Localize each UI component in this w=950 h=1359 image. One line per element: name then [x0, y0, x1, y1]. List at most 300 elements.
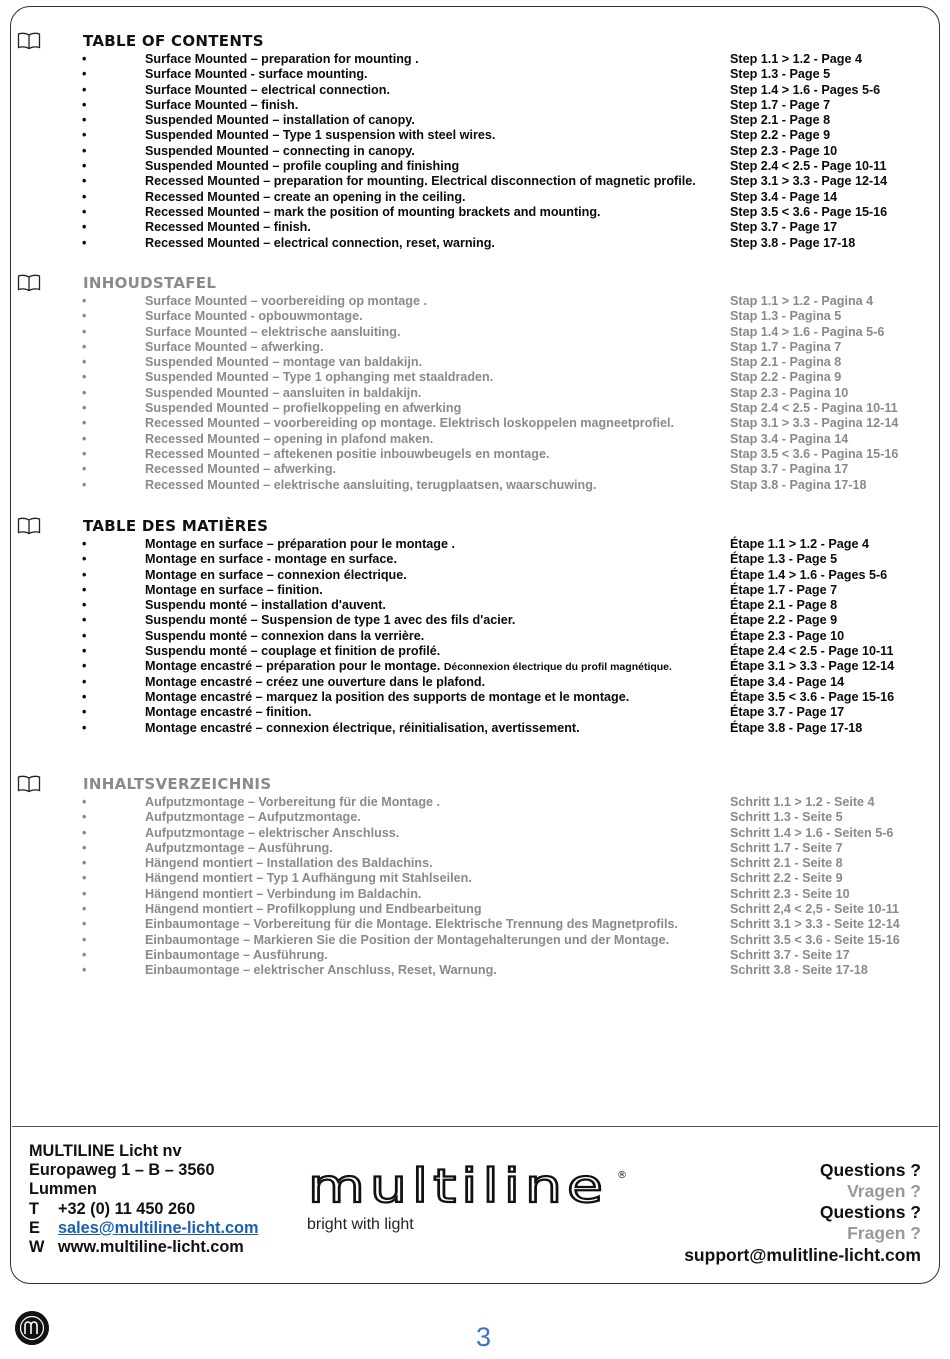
- toc-entry-step: Schritt 2.2 - Seite 9: [730, 871, 843, 886]
- toc-entry-description: [145, 583, 323, 597]
- toc-entry-step: Schritt 2,4 < 2,5 - Seite 10-11: [730, 902, 900, 917]
- toc-entry-description: [145, 294, 427, 308]
- bullet: •: [82, 689, 87, 704]
- toc-entry: [0, 355, 950, 370]
- toc-entry: [0, 705, 950, 720]
- toc-entry: [0, 67, 950, 82]
- toc-entry-text: Recessed Mounted – opening in plafond maken.: [145, 431, 434, 446]
- questions-en: Questions ?: [819, 1160, 921, 1180]
- web-row: [29, 1238, 258, 1257]
- toc-entry-text: Hängend montiert – Verbindung im Baldachin.: [145, 886, 422, 901]
- toc-entry: [0, 113, 950, 128]
- toc-entry-text: Surface Mounted – voorbereiding op montage .: [145, 294, 427, 308]
- toc-entry-description: [145, 340, 323, 354]
- toc-entry-step: Step 3.8 - Page 17-18: [730, 235, 856, 250]
- company-info: [29, 1142, 258, 1257]
- section-header: [0, 517, 950, 537]
- toc-entry: [0, 83, 950, 98]
- toc-entry-text: Surface Mounted – afwerking.: [145, 339, 324, 354]
- toc-entry-description: [145, 416, 674, 430]
- section-header: [0, 32, 950, 52]
- toc-entry-description: [145, 887, 421, 901]
- toc-entry: [0, 386, 950, 401]
- toc-entry-description: [145, 675, 485, 689]
- bullet: •: [82, 932, 87, 947]
- bullet: •: [82, 82, 87, 97]
- toc-entry: [0, 432, 950, 447]
- questions-nl: Vragen ?: [847, 1181, 921, 1201]
- toc-entry-step: Stap 3.8 - Pagina 17-18: [730, 477, 867, 492]
- toc-entry-step: Stap 2.4 < 2.5 - Pagina 10-11: [730, 401, 898, 416]
- toc-entry: [0, 552, 950, 567]
- toc-entry: [0, 659, 950, 674]
- toc-entry: [0, 933, 950, 948]
- toc-entry-step: Stap 2.1 - Pagina 8: [730, 355, 842, 370]
- toc-entry-step: Étape 2.2 - Page 9: [730, 613, 838, 628]
- toc-entry-text: Recessed Mounted – preparation for mounting. Electrical disconnection of magnetic profile.: [145, 174, 696, 189]
- toc-entry-text: Suspended Mounted – aansluiten in baldakijn.: [145, 385, 422, 400]
- bullet: •: [82, 401, 87, 416]
- bullet: •: [82, 128, 87, 143]
- questions-fr: Questions ?: [819, 1202, 921, 1222]
- toc-entry-description: [145, 902, 482, 916]
- email-label: E: [29, 1218, 40, 1237]
- open-book-icon: [17, 274, 41, 292]
- toc-entry-description: [145, 917, 678, 931]
- toc-entry-description: [145, 174, 696, 188]
- toc-entry-text: Surface Mounted – finish.: [145, 97, 299, 112]
- toc-entry-text: Suspendu monté – connexion dans la verrière.: [145, 628, 425, 643]
- toc-entry: [0, 675, 950, 690]
- toc-entry: [0, 629, 950, 644]
- toc-entry-text: Hängend montiert – Profilkopplung und Endbearbeitung: [145, 902, 482, 917]
- address-city: Lummen: [29, 1180, 97, 1199]
- bullet: •: [82, 385, 87, 400]
- bullet: •: [82, 659, 87, 674]
- toc-entry: [0, 583, 950, 598]
- toc-entry: [0, 568, 950, 583]
- page-number: 3: [476, 1322, 492, 1352]
- bullet: •: [82, 174, 87, 189]
- toc-entry-description: [145, 190, 466, 204]
- toc-entry: [0, 144, 950, 159]
- toc-entry: [0, 325, 950, 340]
- multiline-m-badge-icon: [15, 1311, 49, 1345]
- website: www.multiline-licht.com: [58, 1238, 244, 1257]
- toc-entry-description: [145, 128, 495, 142]
- multiline-logo: [308, 1164, 628, 1214]
- toc-entry: [0, 537, 950, 552]
- phone-number: +32 (0) 11 450 260: [58, 1199, 196, 1218]
- bullet: •: [82, 613, 87, 628]
- toc-entry-text: Suspendu monté – couplage et finition de profilé.: [145, 644, 441, 659]
- toc-entry-description: [145, 98, 298, 112]
- toc-entry: [0, 841, 950, 856]
- toc-entry-text: Einbaumontage – Markieren Sie die Position der Montagehalterungen und der Montage.: [145, 932, 670, 947]
- toc-entry-text: Montage en surface – finition.: [145, 582, 323, 597]
- toc-entry-step: Étape 1.7 - Page 7: [730, 582, 838, 597]
- toc-entry-text: Suspended Mounted – Type 1 ophanging met staaldraden.: [145, 370, 494, 385]
- bullet: •: [82, 582, 87, 597]
- toc-entry-text: Montage encastré – connexion électrique, réinitialisation, avertissement.: [145, 720, 580, 735]
- toc-entry-description: [145, 690, 629, 704]
- bullet: •: [82, 886, 87, 901]
- toc-entry-text: Surface Mounted - surface mounting.: [145, 67, 368, 82]
- bullet: •: [82, 294, 87, 308]
- toc-entry-text: Montage encastré – marquez la position des supports de montage et le montage.: [145, 689, 630, 704]
- toc-entry-step: Schritt 3.5 < 3.6 - Seite 15-16: [730, 932, 900, 947]
- bullet: •: [82, 963, 87, 978]
- toc-entry-step: Step 3.5 < 3.6 - Page 15-16: [730, 204, 888, 219]
- toc-entry: [0, 340, 950, 355]
- toc-entry-step: Stap 3.5 < 3.6 - Pagina 15-16: [730, 446, 899, 461]
- toc-entry-description: [145, 856, 433, 870]
- open-book-icon: [17, 32, 41, 50]
- bullet: •: [82, 220, 87, 235]
- toc-entry-text: Suspended Mounted – Type 1 suspension with steel wires.: [145, 128, 496, 143]
- toc-entry-step: Étape 3.4 - Page 14: [730, 674, 845, 689]
- bullet: •: [82, 235, 87, 250]
- bullet: •: [82, 552, 87, 567]
- toc-entry-step: Schritt 3.1 > 3.3 - Seite 12-14: [730, 917, 900, 932]
- toc-entry: [0, 309, 950, 324]
- toc-entry-text: Hängend montiert – Typ 1 Aufhängung mit Stahlseilen.: [145, 871, 472, 886]
- toc-entry: [0, 856, 950, 871]
- toc-entry-description: [145, 401, 461, 415]
- registered-mark: ®: [617, 1170, 627, 1181]
- toc-entry: [0, 294, 950, 309]
- questions-block: [684, 1160, 921, 1266]
- toc-entry-text: Einbaumontage – Ausführung.: [145, 947, 328, 962]
- bullet: •: [82, 902, 87, 917]
- toc-entry-description: [145, 629, 424, 643]
- toc-section: [0, 775, 950, 979]
- toc-entry-description: [145, 67, 368, 81]
- toc-entry-step: Step 1.1 > 1.2 - Page 4: [730, 52, 862, 66]
- toc-entry-step: Step 2.2 - Page 9: [730, 128, 831, 143]
- toc-entry-text: Montage encastré – finition.: [145, 705, 312, 720]
- toc-entry-description: [145, 841, 333, 855]
- toc-entry: [0, 963, 950, 978]
- toc-entry-text: Montage en surface - montage en surface.: [145, 552, 397, 567]
- section-header: [0, 274, 950, 294]
- bullet: •: [82, 644, 87, 659]
- bullet: •: [82, 705, 87, 720]
- toc-entry-text: Surface Mounted – elektrische aansluiting.: [145, 324, 401, 339]
- toc-entry: [0, 128, 950, 143]
- bullet: •: [82, 795, 87, 809]
- toc-entry-text: Montage encastré – préparation pour le montage.: [145, 659, 441, 674]
- toc-entry-step: Schritt 3.8 - Seite 17-18: [730, 963, 868, 978]
- toc-entry: [0, 690, 950, 705]
- bullet: •: [82, 189, 87, 204]
- bullet: •: [82, 674, 87, 689]
- toc-entry: [0, 917, 950, 932]
- toc-entry-text: Suspended Mounted – profile coupling and finishing: [145, 159, 460, 174]
- toc-entry-step: Étape 2.1 - Page 8: [730, 598, 838, 613]
- toc-entry-text: Aufputzmontage – Ausführung.: [145, 840, 333, 855]
- toc-section: [0, 274, 950, 493]
- bullet: •: [82, 113, 87, 128]
- toc-entry-description: [145, 236, 495, 250]
- bullet: •: [82, 370, 87, 385]
- toc-entry-description: [145, 598, 386, 612]
- logo-tagline: bright with light: [307, 1216, 414, 1233]
- bullet: •: [82, 947, 87, 962]
- toc-entry-description: [145, 478, 596, 492]
- toc-entry: [0, 598, 950, 613]
- email-row: [29, 1219, 258, 1238]
- toc-entry: [0, 478, 950, 493]
- section-title: TABLE DES MATIÈRES: [83, 517, 269, 535]
- toc-entry-step: Stap 1.4 > 1.6 - Pagina 5-6: [730, 324, 885, 339]
- toc-section: [0, 517, 950, 736]
- toc-entry-description: [145, 705, 312, 719]
- toc-entry-text: Suspendu monté – Suspension de type 1 avec des fils d'acier.: [145, 613, 516, 628]
- section-header: [0, 775, 950, 795]
- phone-label: T: [29, 1199, 39, 1218]
- toc-entry-step: Stap 1.1 > 1.2 - Pagina 4: [730, 294, 874, 308]
- bullet: •: [82, 143, 87, 158]
- toc-entry-step: Step 2.3 - Page 10: [730, 143, 838, 158]
- toc-entry-text: Montage encastré – créez une ouverture dans le plafond.: [145, 674, 486, 689]
- toc-entry-description: [145, 83, 390, 97]
- toc-entry-step: Schritt 1.7 - Seite 7: [730, 840, 843, 855]
- toc-entry: [0, 613, 950, 628]
- toc-entry-description: [145, 113, 415, 127]
- toc-list: [0, 294, 950, 493]
- toc-entry-description: [145, 963, 497, 977]
- toc-entry-step: Step 3.1 > 3.3 - Page 12-14: [730, 174, 888, 189]
- bullet: •: [82, 446, 87, 461]
- toc-entry-text: Suspended Mounted – profielkoppeling en afwerking: [145, 401, 462, 416]
- toc-entry-text: Hängend montiert – Installation des Baldachins.: [145, 856, 433, 871]
- toc-entry-text: Suspendu monté – installation d'auvent.: [145, 598, 386, 613]
- bullet: •: [82, 67, 87, 82]
- toc-list: [0, 795, 950, 979]
- bullet: •: [82, 537, 87, 551]
- toc-entry: [0, 205, 950, 220]
- bullet: •: [82, 97, 87, 112]
- bullet: •: [82, 871, 87, 886]
- toc-entry: [0, 190, 950, 205]
- section-title: INHALTSVERZEICHNIS: [83, 775, 272, 793]
- toc-entry-description: [145, 659, 672, 673]
- bullet: •: [82, 840, 87, 855]
- bullet: •: [82, 856, 87, 871]
- web-label: W: [29, 1238, 45, 1257]
- toc-entry-step: Étape 1.4 > 1.6 - Pages 5-6: [730, 567, 888, 582]
- toc-entry-description: [145, 537, 455, 551]
- bullet: •: [82, 825, 87, 840]
- toc-entry: [0, 902, 950, 917]
- toc-entry-text: Recessed Mounted – aftekenen positie inbouwbeugels en montage.: [145, 446, 550, 461]
- toc-entry-description: [145, 826, 399, 840]
- toc-entry-step: Stap 1.7 - Pagina 7: [730, 339, 842, 354]
- bullet: •: [82, 339, 87, 354]
- toc-entry-text: Recessed Mounted – finish.: [145, 220, 311, 235]
- toc-entry-step: Schritt 2.1 - Seite 8: [730, 856, 843, 871]
- toc-entry-text: Montage en surface – préparation pour le montage .: [145, 537, 456, 551]
- toc-entry-description: [145, 144, 415, 158]
- phone-row: [29, 1200, 258, 1219]
- toc-entry-description: [145, 52, 419, 66]
- toc-entry-text: Einbaumontage – elektrischer Anschluss, Reset, Warnung.: [145, 963, 497, 978]
- toc-entry-description: [145, 644, 440, 658]
- toc-list: [0, 537, 950, 736]
- toc-entry-step: Stap 2.3 - Pagina 10: [730, 385, 849, 400]
- toc-entry-description: [145, 370, 493, 384]
- bullet: •: [82, 917, 87, 932]
- toc-entry-text: Recessed Mounted – electrical connection, reset, warning.: [145, 235, 495, 250]
- toc-entry-description: [145, 159, 459, 173]
- bullet: •: [82, 309, 87, 324]
- toc-entry-step: Step 2.1 - Page 8: [730, 113, 831, 128]
- toc-entry: [0, 370, 950, 385]
- toc-entry: [0, 159, 950, 174]
- toc-entry-step: Schritt 1.3 - Seite 5: [730, 810, 843, 825]
- toc-entry-text: Suspended Mounted – installation of canopy.: [145, 113, 415, 128]
- toc-entry-description: [145, 447, 549, 461]
- toc-entry-subtext: Déconnexion électrique du profil magnétique.: [443, 661, 672, 674]
- toc-entry-description: [145, 325, 400, 339]
- toc-entry-description: [145, 933, 669, 947]
- toc-entry: [0, 447, 950, 462]
- toc-entry-text: Surface Mounted - opbouwmontage.: [145, 309, 363, 324]
- toc-entry-text: Aufputzmontage – Vorbereitung für die Montage .: [145, 795, 441, 809]
- toc-entry-text: Recessed Mounted – mark the position of mounting brackets and mounting.: [145, 204, 601, 219]
- toc-entry-step: Stap 3.1 > 3.3 - Pagina 12-14: [730, 416, 899, 431]
- toc-entry-description: [145, 552, 397, 566]
- toc-entry: [0, 948, 950, 963]
- toc-entry-text: Recessed Mounted – elektrische aansluiting, terugplaatsen, waarschuwing.: [145, 477, 597, 492]
- toc-entry-text: Suspended Mounted – montage van baldakijn.: [145, 355, 423, 370]
- toc-entry-step: Étape 1.1 > 1.2 - Page 4: [730, 537, 869, 551]
- toc-entry-description: [145, 613, 515, 627]
- toc-entry-step: Step 3.7 - Page 17: [730, 220, 838, 235]
- toc-entry-step: Step 1.3 - Page 5: [730, 67, 831, 82]
- toc-entry-step: Schritt 3.7 - Seite 17: [730, 947, 850, 962]
- bullet: •: [82, 324, 87, 339]
- toc-entry-step: Étape 2.4 < 2.5 - Page 10-11: [730, 644, 894, 659]
- toc-entry-description: [145, 355, 422, 369]
- support-email[interactable]: support@mulitline-licht.com: [684, 1245, 921, 1265]
- toc-entry-step: Stap 2.2 - Pagina 9: [730, 370, 842, 385]
- bullet: •: [82, 159, 87, 174]
- toc-entry-text: Montage en surface – connexion électrique.: [145, 567, 407, 582]
- toc-entry-step: Étape 3.5 < 3.6 - Page 15-16: [730, 689, 895, 704]
- toc-entry-description: [145, 721, 580, 735]
- toc-entry-description: [145, 432, 433, 446]
- toc-entry-step: Stap 3.4 - Pagina 14: [730, 431, 849, 446]
- toc-entry-text: Surface Mounted – electrical connection.: [145, 82, 390, 97]
- section-title: INHOUDSTAFEL: [83, 274, 217, 292]
- toc-entry-description: [145, 810, 361, 824]
- bullet: •: [82, 567, 87, 582]
- toc-list: [0, 52, 950, 251]
- bullet: •: [82, 598, 87, 613]
- toc-entry: [0, 236, 950, 251]
- toc-entry: [0, 826, 950, 841]
- toc-entry: [0, 220, 950, 235]
- toc-entry-step: Schritt 2.3 - Seite 10: [730, 886, 850, 901]
- toc-entry-step: Étape 2.3 - Page 10: [730, 628, 845, 643]
- toc-section: [0, 32, 950, 251]
- toc-entry-description: [145, 386, 421, 400]
- toc-entry-step: Stap 3.7 - Pagina 17: [730, 462, 849, 477]
- toc-entry-text: Aufputzmontage – Aufputzmontage.: [145, 810, 361, 825]
- toc-entry-description: [145, 220, 311, 234]
- toc-entry-text: Surface Mounted – preparation for mounting .: [145, 52, 419, 66]
- toc-entry: [0, 174, 950, 189]
- toc-entry-description: [145, 568, 407, 582]
- toc-entry-step: Étape 3.7 - Page 17: [730, 705, 845, 720]
- bullet: •: [82, 52, 87, 66]
- toc-entry-step: Étape 3.8 - Page 17-18: [730, 720, 863, 735]
- toc-entry: [0, 98, 950, 113]
- toc-entry-text: Suspended Mounted – connecting in canopy.: [145, 143, 415, 158]
- company-name: MULTILINE Licht nv: [29, 1142, 182, 1160]
- toc-entry-step: Schritt 1.1 > 1.2 - Seite 4: [730, 795, 875, 809]
- toc-entry-step: Step 1.7 - Page 7: [730, 97, 831, 112]
- toc-entry: [0, 462, 950, 477]
- questions-de: Fragen ?: [847, 1223, 921, 1243]
- toc-entry-description: [145, 462, 336, 476]
- toc-entry-description: [145, 948, 328, 962]
- toc-entry-step: Step 3.4 - Page 14: [730, 189, 838, 204]
- toc-entry-description: [145, 309, 363, 323]
- toc-entry-text: Aufputzmontage – elektrischer Anschluss.: [145, 825, 400, 840]
- bullet: •: [82, 204, 87, 219]
- bullet: •: [82, 416, 87, 431]
- toc-entry: [0, 887, 950, 902]
- toc-entry: [0, 810, 950, 825]
- bullet: •: [82, 628, 87, 643]
- toc-entry: [0, 871, 950, 886]
- bullet: •: [82, 477, 87, 492]
- footer-divider: [12, 1126, 938, 1127]
- toc-entry-description: [145, 795, 440, 809]
- bullet: •: [82, 720, 87, 735]
- address-line: Europaweg 1 – B – 3560: [29, 1161, 215, 1180]
- toc-entry-text: Recessed Mounted – create an opening in the ceiling.: [145, 189, 466, 204]
- toc-entry: [0, 416, 950, 431]
- toc-entry-text: Recessed Mounted – voorbereiding op montage. Elektrisch loskoppelen magneetprofiel.: [145, 416, 675, 431]
- bullet: •: [82, 810, 87, 825]
- toc-entry-text: Recessed Mounted – afwerking.: [145, 462, 337, 477]
- toc-entry-step: Stap 1.3 - Pagina 5: [730, 309, 842, 324]
- bullet: •: [82, 355, 87, 370]
- open-book-icon: [17, 775, 41, 793]
- toc-entry-step: Schritt 1.4 > 1.6 - Seiten 5-6: [730, 825, 894, 840]
- toc-entry-step: Step 2.4 < 2.5 - Page 10-11: [730, 159, 887, 174]
- bullet: •: [82, 431, 87, 446]
- sales-email-link[interactable]: sales@multiline-licht.com: [58, 1218, 259, 1237]
- toc-entry: [0, 795, 950, 810]
- toc-entry-step: Step 1.4 > 1.6 - Pages 5-6: [730, 82, 881, 97]
- toc-entry-step: Étape 3.1 > 3.3 - Page 12-14: [730, 659, 895, 674]
- logo-wordmark: multiline: [308, 1164, 608, 1213]
- toc-entry-description: [145, 871, 472, 885]
- toc-entry: [0, 644, 950, 659]
- toc-entry-step: Étape 1.3 - Page 5: [730, 552, 838, 567]
- toc-entry-description: [145, 205, 601, 219]
- open-book-icon: [17, 517, 41, 535]
- toc-entry: [0, 401, 950, 416]
- toc-entry-text: Einbaumontage – Vorbereitung für die Montage. Elektrische Trennung des Magnetprofils.: [145, 917, 678, 932]
- toc-entry: [0, 721, 950, 736]
- toc-entry: [0, 52, 950, 67]
